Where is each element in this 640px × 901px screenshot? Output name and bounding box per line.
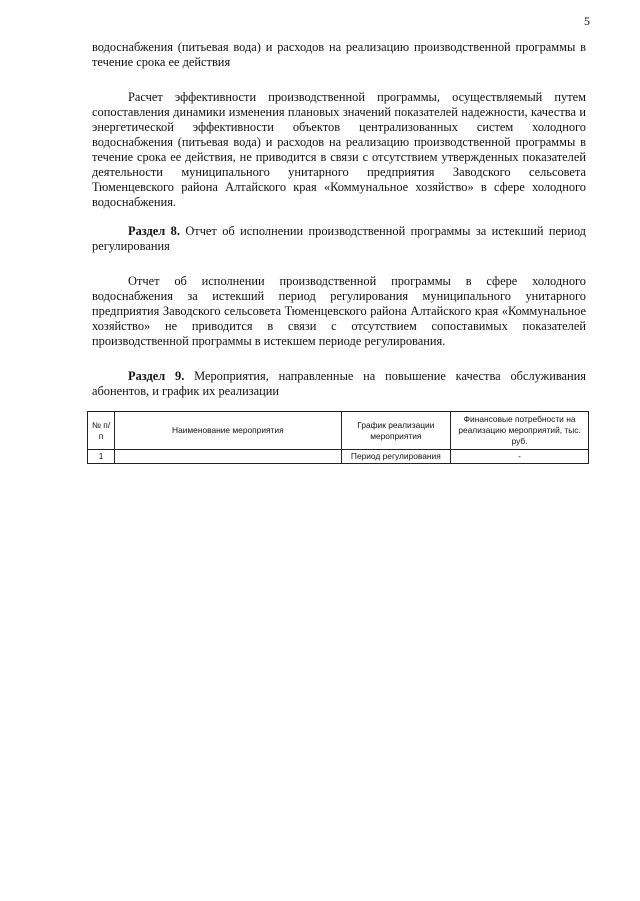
header-financial-needs: Финансовые потребности на реализацию мероприятий, тыс. руб.: [451, 412, 589, 450]
section-8-label: Раздел 8.: [128, 224, 180, 238]
cell-measure-name: [115, 450, 341, 464]
table-row: [88, 450, 589, 464]
measures-table: [87, 411, 589, 464]
paragraph-1: водоснабжения (питьевая вода) и расходов на реализацию производственной программы в течение срока ее действия: [92, 40, 586, 69]
section-9-label: Раздел 9.: [128, 369, 185, 383]
section-9-title: Мероприятия, направленные на повышение качества обслуживания абонентов, и график их реализации: [92, 369, 586, 398]
paragraph-report: Отчет об исполнении производственной программы в сфере холодного водоснабжения за истекший период регулирования муниципального унитарного предприятия Заводского сельсовета Тюменцевского района Алтайского края «Коммунальное хозяйство» не приводится в связи с отсутствием сопоставимых показателей производственной программы в истекшем периоде регулирования.: [92, 274, 586, 348]
cell-schedule: Период регулирования: [341, 450, 451, 464]
paragraph-efficiency: Расчет эффективности производственной программы, осуществляемый путем сопоставления динамики изменения плановых значений показателей надежности, качества и энергетической эффективности объектов централизованных систем холодного водоснабжения (питьевая вода) и расходов на реализацию производственной программы в течение срока ее действия, не приводится в связи с отсутствием утвержденных показателей деятельности муниципального унитарного предприятия Заводского сельсовета Тюменцевского района Алтайского края «Коммунальное хозяйство» в сфере холодного водоснабжения.: [92, 90, 586, 209]
document-body: [92, 40, 586, 464]
section-8-heading: [92, 224, 586, 254]
header-schedule: График реализации мероприятия: [341, 412, 451, 450]
page-number: 5: [584, 14, 590, 28]
section-8-title: Отчет об исполнении производственной программы за истекший период регулирования: [92, 224, 586, 253]
header-measure-name: Наименование мероприятия: [115, 412, 341, 450]
cell-financial-needs: -: [451, 450, 589, 464]
section-9-heading: [92, 369, 586, 399]
table-header-row: [88, 412, 589, 450]
cell-number: 1: [88, 450, 115, 464]
header-number: № п/п: [88, 412, 115, 450]
